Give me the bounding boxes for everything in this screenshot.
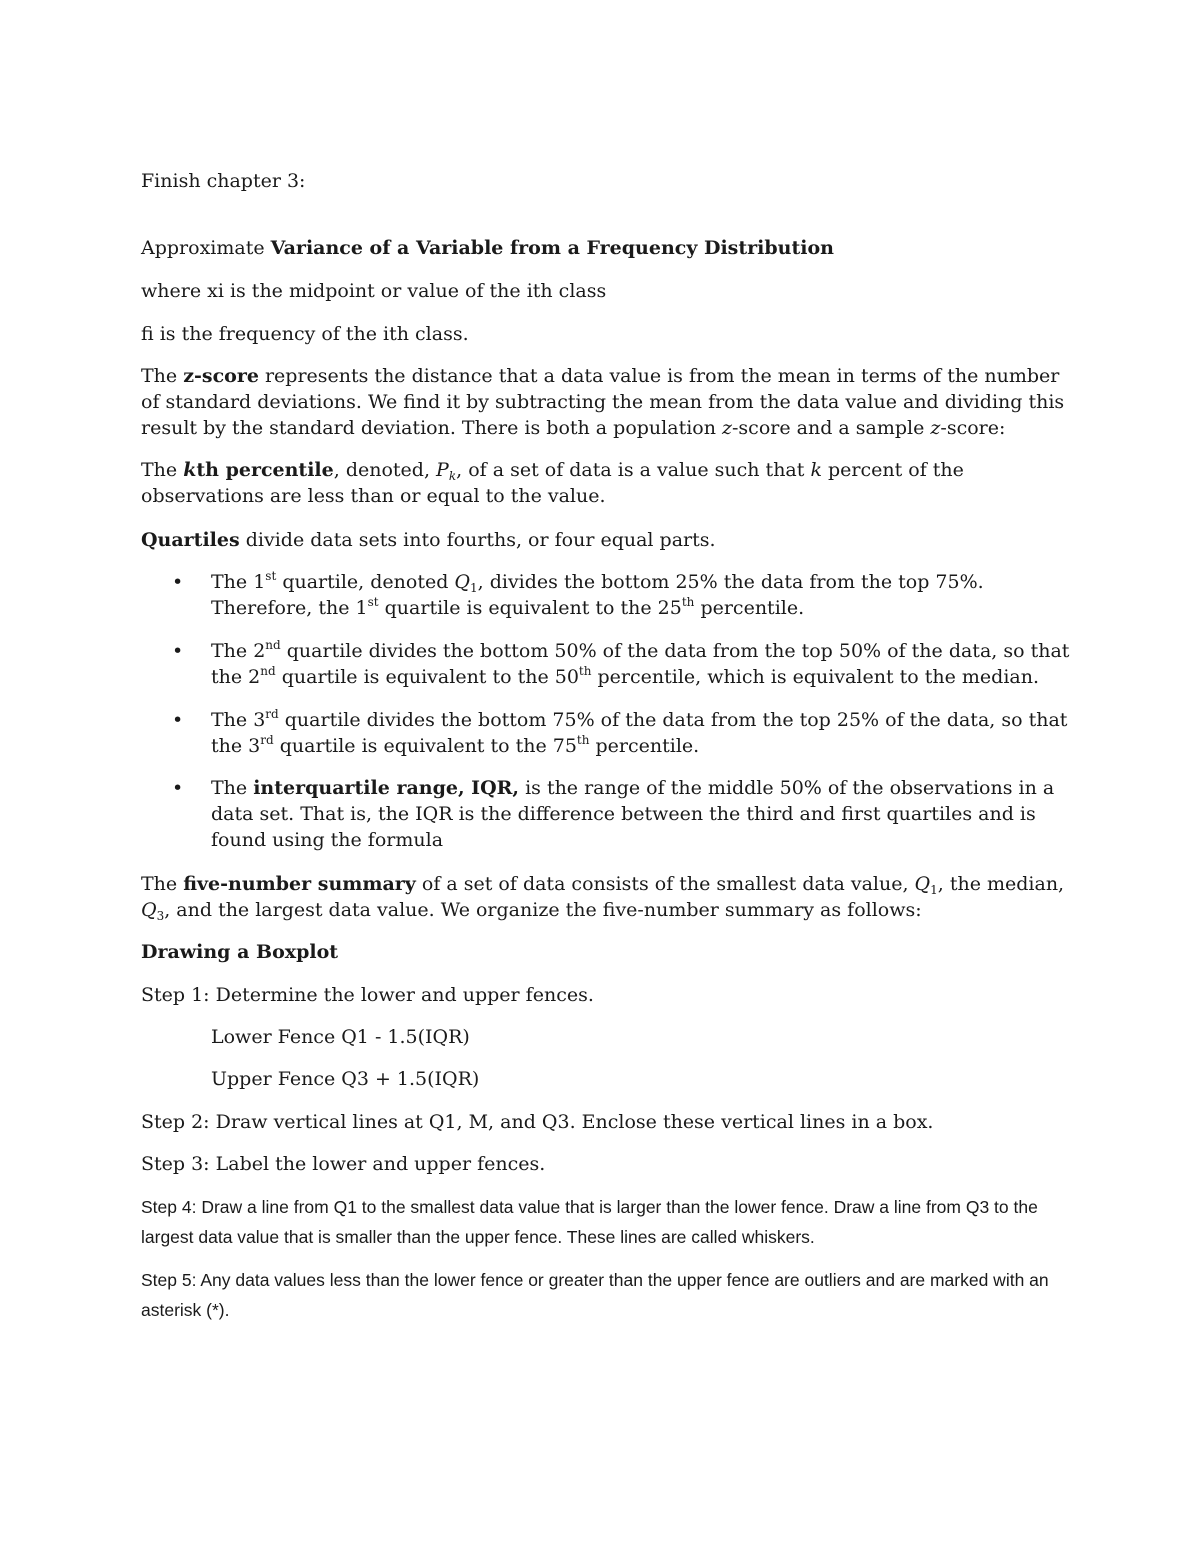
- z-score-paragraph: [141, 363, 1071, 441]
- b2-d: the 2: [211, 666, 261, 688]
- upper-fence: Upper Fence Q3 + 1.5(IQR): [211, 1068, 480, 1090]
- b2-d-sup: nd: [260, 664, 276, 678]
- pct-sub: k: [448, 469, 457, 483]
- b2-a-sup: nd: [265, 638, 281, 652]
- five-number-term: five-number summary: [183, 873, 416, 895]
- b3-e: quartile is equivalent to the 75: [273, 735, 577, 757]
- b2-b: quartile divides the bottom 50% of the data from the top 50% of the data, so that: [280, 640, 1070, 662]
- b1-e-sup: th: [681, 595, 695, 609]
- iqr-term: interquartile range, IQR,: [253, 777, 520, 799]
- b1-c: , divides the bottom 25% the data from the top 75%.: [477, 571, 984, 593]
- pct-k2: k: [810, 459, 822, 481]
- quartiles-term: Quartiles: [141, 529, 240, 551]
- bullet-item-1: [211, 569, 1081, 621]
- b2-a: The 2: [211, 640, 266, 662]
- pct-mid2: , of a set of data is a value such that: [456, 459, 811, 481]
- fi-definition: fi is the frequency of the ith class.: [141, 323, 469, 345]
- five-text: of a set of data consists of the smallest data value,: [415, 873, 915, 895]
- intro-line: Finish chapter 3:: [141, 170, 306, 192]
- percentile-term: th percentile: [196, 459, 334, 481]
- five-pre: The: [141, 873, 184, 895]
- b4-a: The: [211, 777, 254, 799]
- five-q3: Q: [141, 899, 157, 921]
- b3-b: quartile divides the bottom 75% of the data from the top 25% of the data, so that: [278, 709, 1068, 731]
- xi-definition: where xi is the midpoint or value of the ith class: [141, 280, 607, 302]
- b1-d-sup: st: [367, 595, 379, 609]
- z-mid: -score and a sample: [732, 417, 931, 439]
- bullet-marker: •: [172, 640, 184, 662]
- pct-pre: The: [141, 459, 184, 481]
- step-1: Step 1: Determine the lower and upper fences.: [141, 984, 594, 1006]
- step-5: Step 5: Any data values less than the lower fence or greater than the upper fence are outliers and are marked with an asterisk (*).: [141, 1270, 1049, 1320]
- b3-a: The 3: [211, 709, 266, 731]
- pct-P: P: [436, 459, 449, 481]
- variance-title: Variance of a Variable from a Frequency Distribution: [270, 237, 834, 259]
- percentile-paragraph: [141, 457, 1071, 509]
- bullet-marker: •: [172, 777, 184, 799]
- boxplot-heading: Drawing a Boxplot: [141, 941, 339, 963]
- b3-a-sup: rd: [265, 707, 279, 721]
- b1-e: quartile is equivalent to the 25: [378, 597, 682, 619]
- z-pre: The: [141, 365, 184, 387]
- b2-f: percentile, which is equivalent to the median.: [591, 666, 1039, 688]
- z-score-text: represents the distance that a data value is from the mean in terms of the number of standard deviations. We find it by subtracting the mean from the data value and dividing this result by the standard deviation. There is both a population: [141, 365, 1065, 439]
- bullet-item-3: [211, 707, 1081, 759]
- bullet-marker: •: [172, 709, 184, 731]
- step-4: Step 4: Draw a line from Q1 to the smallest data value that is larger than the lower fence. Draw a line from Q3 to the largest data value that is smaller than the upper fence. These lines are called whiskers.: [141, 1197, 1038, 1247]
- five-q3-sub: 3: [156, 909, 165, 923]
- lower-fence: Lower Fence Q1 - 1.5(IQR): [211, 1026, 470, 1048]
- five-q1: Q: [914, 873, 931, 895]
- z-end: -score:: [940, 417, 1006, 439]
- bullet-item-4: [211, 775, 1081, 853]
- pct-mid: , denoted,: [333, 459, 437, 481]
- b1-a-sup: st: [265, 569, 277, 583]
- z-italic-1: z: [722, 417, 733, 439]
- b3-d: the 3: [211, 735, 261, 757]
- variance-heading: [141, 235, 1071, 261]
- bullet-marker: •: [172, 571, 184, 593]
- b2-e: quartile is equivalent to the 50: [275, 666, 579, 688]
- b1-f: percentile.: [694, 597, 805, 619]
- five-q1-sub: 1: [930, 883, 938, 897]
- b3-f: percentile.: [589, 735, 700, 757]
- b1-q-sub: 1: [469, 581, 478, 595]
- b3-e-sup: th: [576, 733, 590, 747]
- five-number-paragraph: [141, 871, 1071, 923]
- pct-end: percent of the observations are less than or equal to the value.: [141, 459, 964, 507]
- b2-e-sup: th: [578, 664, 592, 678]
- step-3: Step 3: Label the lower and upper fences.: [141, 1153, 546, 1175]
- variance-prefix: Approximate: [141, 237, 271, 259]
- b1-a: The 1: [211, 571, 266, 593]
- z-italic-2: z: [930, 417, 941, 439]
- step-2: Step 2: Draw vertical lines at Q1, M, and Q3. Enclose these vertical lines in a box.: [141, 1111, 934, 1133]
- b1-d: Therefore, the 1: [211, 597, 368, 619]
- quartiles-text: divide data sets into fourths, or four equal parts.: [239, 529, 716, 551]
- b3-d-sup: rd: [260, 733, 274, 747]
- pct-k: k: [183, 459, 197, 481]
- b4-b: is the range of the middle 50% of the observations in a data set. That is, the IQR is the difference between the third and first quartiles and is found using the formula: [211, 777, 1055, 851]
- z-score-term: z-score: [183, 365, 259, 387]
- b1-q: Q: [454, 571, 470, 593]
- quartiles-paragraph: [141, 527, 1071, 553]
- b1-b: quartile, denoted: [276, 571, 455, 593]
- bullet-item-2: [211, 638, 1081, 690]
- five-end: , and the largest data value. We organize the five-number summary as follows:: [164, 899, 922, 921]
- five-mid: , the median,: [937, 873, 1065, 895]
